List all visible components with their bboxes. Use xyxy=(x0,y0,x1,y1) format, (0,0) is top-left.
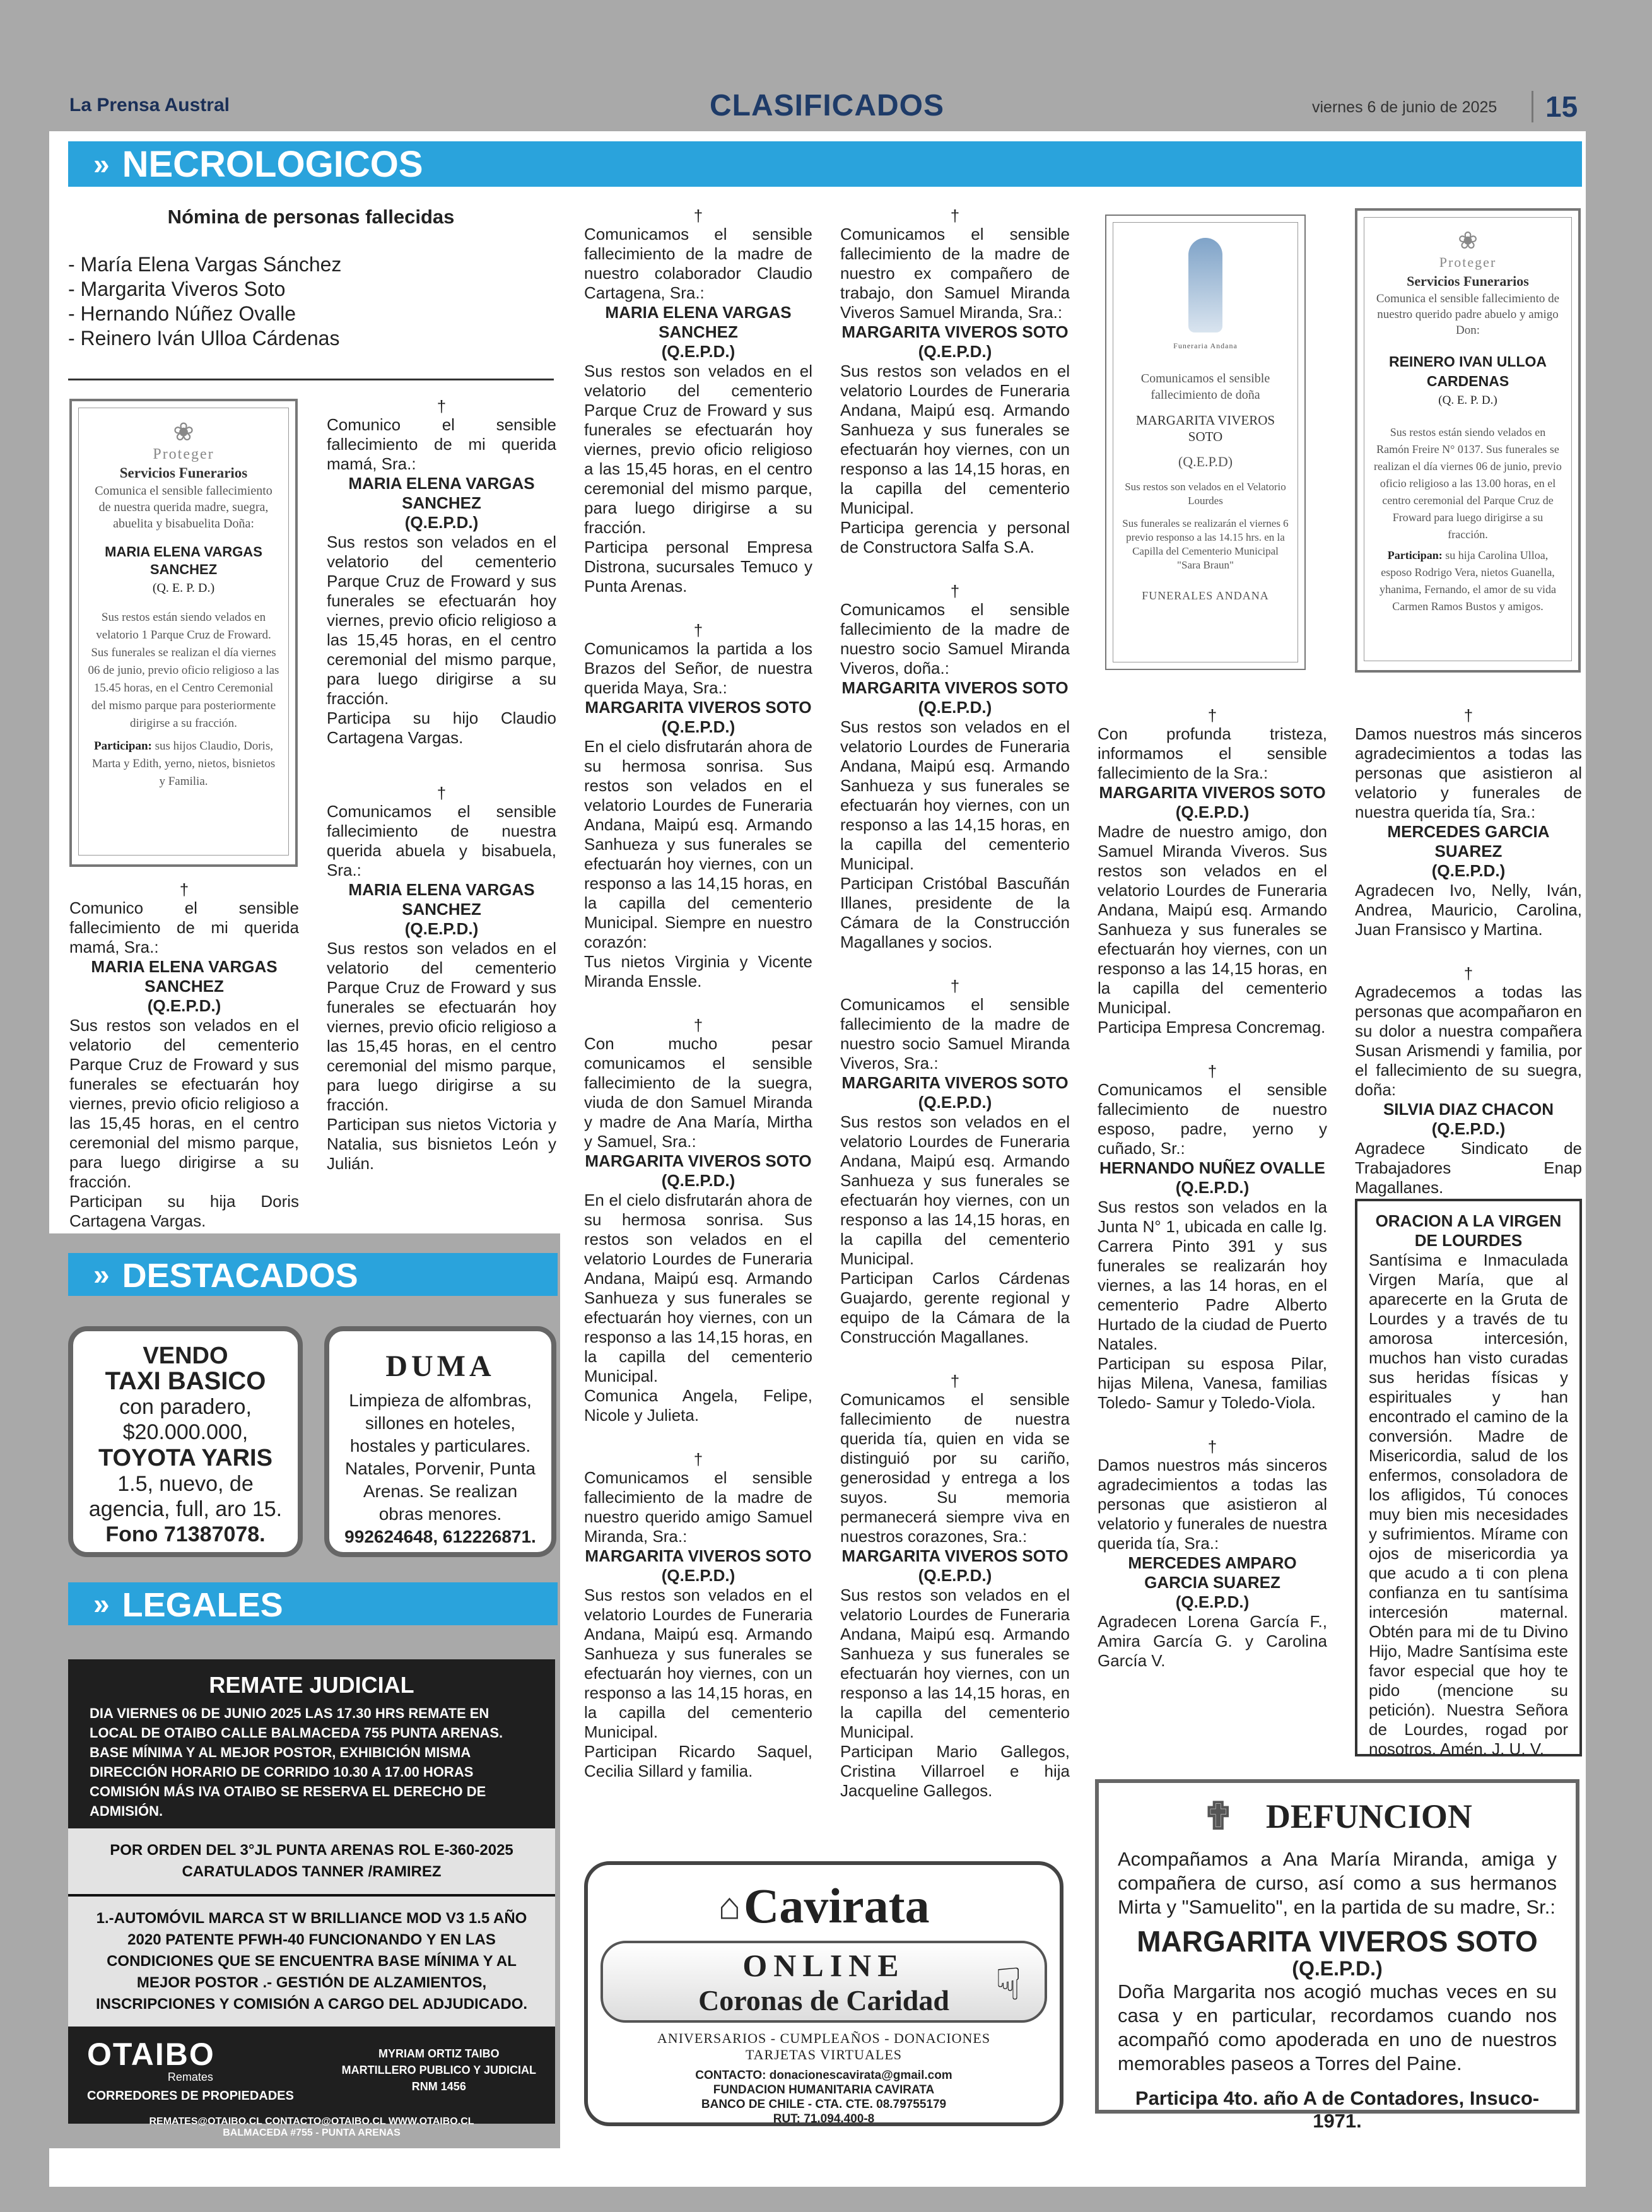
nomina-block xyxy=(68,206,554,380)
cross-icon: † xyxy=(950,206,960,225)
proteger-participan: sus hijos Claudio, Doris, Marta y Edith, yerno, nietos, bisnietos y Familia. xyxy=(91,739,276,788)
header-divider xyxy=(1532,91,1533,122)
notice-qepd: (Q.E.P.D.) xyxy=(1175,1178,1250,1197)
notice-name: MERCEDES GARCIA SUAREZ xyxy=(1387,822,1550,861)
defuncion-title: DEFUNCION xyxy=(1265,1797,1472,1835)
andana-small: Funeraria Andana xyxy=(1173,341,1238,350)
remate-body: DIA VIERNES 06 DE JUNIO 2025 LAS 17.30 HRS REMATE EN LOCAL DE OTAIBO CALLE BALMACEDA 755 PUNTA ARENAS. BASE MÍNIMA Y AL MEJOR POSTOR, EXHIBICIÓN MISMA DIRECCIÓN HORARIO DE CORRIDO 10.30 A 17.00 HORAS COMISIÓN MÁS IVA OTAIBO SE RESERVA EL DERECHO DE ADMISIÓN. xyxy=(90,1705,503,1819)
notice-intro: Comunicamos la partida a los Brazos del Señor, de nuestra querida Maya, Sra.: xyxy=(584,639,812,697)
cavirata-fundacion: FUNDACION HUMANITARIA CAVIRATA xyxy=(713,2083,935,2097)
cross-icon: † xyxy=(179,880,189,899)
cross-icon: † xyxy=(950,977,960,996)
oracion-title: ORACION A LA VIRGEN DE LOURDES xyxy=(1375,1211,1562,1250)
notice-name: MARGARITA VIVEROS SOTO xyxy=(585,698,812,717)
otaibo-direccion: BALMACEDA #755 - PUNTA ARENAS xyxy=(223,2127,401,2138)
cavirata-line1: ANIVERSARIOS - CUMPLEAÑOS - DONACIONES xyxy=(657,2030,991,2046)
proteger-body: Sus restos están siendo velados en Ramón Freire N° 0137. Sus funerales se realizan el día viernes 06 de junio, previo oficio religioso a las 13.00 horas, en el centro ceremonial del Parque Cruz de Froward para luego dirigirse a su fracción. xyxy=(1374,426,1562,541)
dove-icon: ❀ xyxy=(1458,228,1478,254)
col5 xyxy=(1098,707,1327,1671)
nomina-item: - Margarita Viveros Soto xyxy=(68,278,286,300)
nomina-rule xyxy=(68,379,554,380)
notice-qepd: (Q.E.P.D.) xyxy=(661,342,735,361)
notice-sign: Participa su hijo Claudio Cartagena Vargas. xyxy=(327,709,556,747)
proteger-participan: su hija Carolina Ulloa, esposo Rodrigo Vera, nietos Guanella, yhanima, Fernando, el amor de su vida Carmen Ramos Bustos y amigos. xyxy=(1380,549,1556,613)
notice-body: Sus restos son velados en el velatorio Lourdes de Funeraria Andana, Maipú esq. Armando Sanhueza y sus funerales se efectuarán hoy viernes, con un responso a las 14,15 horas, en la capilla del cementerio Municipal. xyxy=(584,1585,812,1741)
notice-sign: Participan sus nietos Victoria y Natalia, sus bisnietos León y Julián. xyxy=(327,1115,556,1173)
page-number: 15 xyxy=(1545,90,1578,123)
cross-icon: † xyxy=(436,397,447,416)
proteger-box-2 xyxy=(1355,208,1581,673)
taxi-line: TAXI BASICO xyxy=(105,1367,266,1395)
duma-ad xyxy=(324,1326,556,1557)
cross-icon: † xyxy=(950,582,960,601)
publication-name: La Prensa Austral xyxy=(69,95,230,115)
notice-sign: Agradece Sindicato de Trabajadores Enap Magallanes. xyxy=(1355,1139,1582,1197)
necrologicos-title: NECROLOGICOS xyxy=(122,144,423,185)
notice-body: Madre de nuestro amigo, don Samuel Miranda Viveros. Sus restos son velados en el velatorio Lourdes de Funeraria Andana, Maipú esq. Armando Sanhueza y sus funerales se efectuarán hoy viernes, con un responso a las 14,15 horas, en la capilla del cementerio Municipal. xyxy=(1098,822,1327,1017)
taxi-line: 1.5, nuevo, de xyxy=(117,1472,254,1496)
chevron-icon: » xyxy=(93,1258,110,1291)
legales-band xyxy=(68,1582,558,1625)
notice-name: MARIA ELENA VARGAS SANCHEZ xyxy=(348,474,535,512)
proteger-brand: Proteger xyxy=(1439,254,1497,270)
page-date: viernes 6 de junio de 2025 xyxy=(1312,98,1497,116)
taxi-line: TOYOTA YARIS xyxy=(98,1445,272,1471)
destacados-title: DESTACADOS xyxy=(122,1257,358,1295)
notice-qepd: (Q.E.P.D.) xyxy=(661,717,735,736)
cross-icon: † xyxy=(1207,1062,1217,1081)
taxi-line: $20.000.000, xyxy=(122,1420,249,1444)
notice-intro: Con profunda tristeza, informamos el sensible fallecimiento de la Sra.: xyxy=(1098,724,1327,782)
cross-icon: † xyxy=(1463,706,1473,725)
notice-intro: Comunicamos el sensible fallecimiento de nuestro esposo, padre, yerno y cuñado, Sr.: xyxy=(1098,1080,1327,1158)
notice-qepd: (Q.E.P.D.) xyxy=(147,996,221,1015)
notice-intro: Comunicamos el sensible fallecimiento de nuestra querida tía, quien en vida se distinguió por su cariño, generosidad y entrega a los suyos. Su memoria permanecerá siempre viva en nuestros corazones, Sra.: xyxy=(840,1390,1070,1546)
obituary-notice xyxy=(584,1450,812,1781)
cavirata-line2: TARJETAS VIRTUALES xyxy=(745,2047,903,2062)
notice-intro: Comunico el sensible fallecimiento de mi querida mamá, Sra.: xyxy=(69,898,299,956)
chevron-icon: » xyxy=(93,1587,110,1620)
notice-body: En el cielo disfrutarán ahora de su hermosa sonrisa. Sus restos son velados en el velatorio Lourdes de Funeraria Andana, Maipú esq. Armando Sanhueza y sus funerales se efectuarán hoy viernes, con un responso a las 14,15 horas, en la capilla del cementerio Municipal. Siempre en nuestro corazón: xyxy=(584,737,812,951)
notice-intro: Agradecemos a todas las personas que acompañaron en su dolor a nuestra compañera Susan Arismendi y familia, por el fallecimiento de su suegra, doña: xyxy=(1355,982,1582,1099)
proteger-box-1 xyxy=(69,399,298,867)
obituary-notice xyxy=(1355,965,1582,1197)
notice-sign: Participan Carlos Cárdenas Guajardo, gerente regional y equipo de la Cámara de la Construcción Magallanes. xyxy=(840,1269,1070,1346)
obituary-notice xyxy=(1355,707,1582,939)
andana-qepd: (Q.E.P.D) xyxy=(1178,454,1233,469)
destacados-band xyxy=(68,1253,558,1296)
notice-intro: Comunicamos el sensible fallecimiento de nuestra querida abuela y bisabuela, Sra.: xyxy=(327,802,556,880)
notice-intro: Damos nuestros más sinceros agradecimientos a todas las personas que asistieron al velatorio y funerales de nuestra querida tía, Sra.: xyxy=(1355,724,1582,821)
notice-name: MARGARITA VIVEROS SOTO xyxy=(585,1151,812,1170)
house-tree-icon: ⌂ xyxy=(718,1885,741,1927)
notice-body: Sus restos son velados en el velatorio del cementerio Parque Cruz de Froward y sus funerales se efectuarán hoy viernes, previo oficio religioso a las 15,45 horas, en el centro ceremonial del mismo parque, para luego dirigirse a su fracción. xyxy=(327,532,556,708)
notice-sign: Participan su hija Doris Cartagena Vargas. xyxy=(69,1192,299,1230)
notice-name: MARIA ELENA VARGAS SANCHEZ xyxy=(91,957,278,996)
notice-sign: Agradecen Lorena García F., Amira García G. y Carolina García V. xyxy=(1098,1612,1327,1670)
notice-qepd: (Q.E.P.D.) xyxy=(918,698,992,717)
cavirata-contacto: CONTACTO: donacionescavirata@gmail.com xyxy=(695,2069,952,2082)
defuncion-sign: Participa 4to. año A de Contadores, Insuco- 1971. xyxy=(1135,2087,1540,2132)
notice-sign: Participa personal Empresa Distrona, sucursales Temuco y Punta Arenas. xyxy=(584,538,812,596)
notice-name: MARIA ELENA VARGAS SANCHEZ xyxy=(605,303,792,341)
andana-funerales: Sus funerales se realizarán el viernes 6 previo responso a las 14.15 hrs. en la Capilla del Cementerio Municipal "Sara Braun" xyxy=(1122,517,1289,571)
notice-qepd: (Q.E.P.D.) xyxy=(404,919,479,938)
obituary-notice xyxy=(1098,1062,1327,1413)
notice-sign: Participan Mario Gallegos, Cristina Villarroel e hija Jacqueline Gallegos. xyxy=(840,1742,1070,1800)
remate-orden: POR ORDEN DEL 3°JL PUNTA ARENAS ROL E-360-2025 CARATULADOS TANNER /RAMIREZ xyxy=(68,1828,555,1894)
notice-sign: Tus nietos Virginia y Vicente Miranda Enssle. xyxy=(584,952,812,991)
obituary-notice xyxy=(1098,707,1327,1037)
notice-qepd: (Q.E.P.D.) xyxy=(918,342,992,361)
proteger-participan-label: Participan: xyxy=(1387,549,1443,562)
notice-intro: Comunicamos el sensible fallecimiento de la madre de nuestro colaborador Claudio Cartagena, Sra.: xyxy=(584,225,812,302)
proteger-name: REINERO IVAN ULLOA CARDENAS xyxy=(1388,353,1547,389)
obituary-notice xyxy=(840,1372,1070,1801)
col2 xyxy=(327,397,556,1174)
defuncion-name: MARGARITA VIVEROS SOTO xyxy=(1137,1925,1538,1958)
notice-body: Sus restos son velados en la Junta N° 1, ubicada en calle Ig. Carrera Pinto 391 y sus funerales se realizarán hoy viernes, a las 14 horas, en el cementerio Padre Alberto Hurtado de la ciudad de Puerto Natales. xyxy=(1098,1197,1327,1353)
andana-name: MARGARITA VIVEROS SOTO xyxy=(1135,413,1275,444)
nomina-item: - Hernando Núñez Ovalle xyxy=(68,302,296,325)
notice-intro: Comunicamos el sensible fallecimiento de la madre de nuestro querido amigo Samuel Miranda, Sra.: xyxy=(584,1468,812,1546)
obituary-notice xyxy=(584,207,812,596)
proteger-participan-label: Participan: xyxy=(94,739,152,753)
notice-sign: Participan Cristóbal Bascuñán Illanes, presidente de la Cámara de la Construcción Magallanes y socios. xyxy=(840,874,1070,951)
proteger-company: Servicios Funerarios xyxy=(1407,273,1529,289)
col1-notice xyxy=(69,881,299,1231)
taxi-line: con paradero, xyxy=(119,1395,252,1419)
defuncion-intro: Acompañamos a Ana María Miranda, amiga y compañera de curso, así como a sus hermanos Mirta y "Samuelito", en la partida de su madre, Sr.: xyxy=(1118,1848,1557,1918)
otaibo-corredores: CORREDORES DE PROPIEDADES xyxy=(87,2089,294,2103)
notice-body: Sus restos son velados en el velatorio Lourdes de Funeraria Andana, Maipú esq. Armando Sanhueza y sus funerales se efectuarán hoy viernes, con un responso a las 14,15 horas, en la capilla del cementerio Municipal. xyxy=(840,362,1070,517)
notice-body: Sus restos son velados en el velatorio Lourdes de Funeraria Andana, Maipú esq. Armando Sanhueza y sus funerales se efectuarán hoy viernes, con un responso a las 14,15 horas, en la capilla del cementerio Municipal. xyxy=(840,717,1070,873)
hand-pointer-icon: ☟ xyxy=(995,1960,1022,2009)
notice-sign: Comunica Angela, Felipe, Nicole y Julieta. xyxy=(584,1386,812,1425)
notice-name: MERCEDES AMPARO GARCIA SUAREZ xyxy=(1128,1553,1297,1592)
notice-qepd: (Q.E.P.D.) xyxy=(918,1566,992,1585)
obituary-notice xyxy=(1098,1438,1327,1671)
notice-qepd: (Q.E.P.D.) xyxy=(1175,1592,1250,1611)
notice-name: MARGARITA VIVEROS SOTO xyxy=(841,1546,1069,1565)
oracion-text: Santísima e Inmaculada Virgen María, que al aparecerte en la Gruta de Lourdes y a través de tu amorosa intercesión, muchos han visto curadas sus heridas físicas y espirituales y han encontrado el camino de la conversión. Madre de Misericordia, salud de los enfermos, consoladora de los afligidos, Tú conoces muy bien mis necesidades y sufrimientos. Mírame con ojos de misericordia ya que acudo a ti con plena confianza en tu santísima intercesión maternal. Obtén para mi de tu Divino Hijo, Madre Santísima este favor especial que hoy te pido (mencione su petición). Nuestra Señora de Lourdes, rogad por nosotros. Amén. J. U. V. xyxy=(1369,1250,1568,1758)
martillero-rnm: RNM 1456 xyxy=(411,2080,466,2093)
notice-body: Sus restos son velados en el velatorio Lourdes de Funeraria Andana, Maipú esq. Armando Sanhueza y sus funerales se efectuarán hoy viernes, con un responso a las 14,15 horas, en la capilla del cementerio Municipal. xyxy=(840,1585,1070,1741)
notice-name: MARGARITA VIVEROS SOTO xyxy=(841,678,1069,697)
notice-name: MARGARITA VIVEROS SOTO xyxy=(1099,783,1326,802)
notice-sign: Participan Ricardo Saquel, Cecilia Sillard y familia. xyxy=(584,1742,812,1780)
notice-body: Sus restos son velados en el velatorio del cementerio Parque Cruz de Froward y sus funerales se efectuarán hoy viernes, previo oficio religioso a las 15,45 horas, en el centro ceremonial del mismo parque, para luego dirigirse a su fracción. xyxy=(584,362,812,537)
martillero-title: MARTILLERO PUBLICO Y JUDICIAL xyxy=(341,2064,536,2076)
notice-qepd: (Q.E.P.D.) xyxy=(1431,861,1506,880)
cross-icon: † xyxy=(693,621,703,640)
cavirata-online-button[interactable] xyxy=(600,1941,1047,2023)
col6 xyxy=(1355,707,1582,1197)
obituary-notice xyxy=(584,1016,812,1425)
martillero-name: MYRIAM ORTIZ TAIBO xyxy=(378,2047,500,2060)
nomina-item: - María Elena Vargas Sánchez xyxy=(68,253,342,276)
duma-phone: 992624648, 612226871. xyxy=(344,1527,536,1546)
obituary-notice xyxy=(584,621,812,991)
notice-qepd: (Q.E.P.D.) xyxy=(1175,803,1250,821)
otaibo-contacto: REMATES@OTAIBO.CL CONTACTO@OTAIBO.CL WWW.OTAIBO.CL xyxy=(149,2116,474,2127)
proteger-intro: Comunica el sensible fallecimiento de nuestro querido padre abuelo y amigo Don: xyxy=(1376,292,1560,337)
necrologicos-band xyxy=(68,141,1582,187)
notice-intro: Comunicamos el sensible fallecimiento de la madre de nuestro socio Samuel Miranda Viveros, Sra.: xyxy=(840,995,1070,1073)
obituary-notice xyxy=(840,977,1070,1347)
notice-qepd: (Q.E.P.D.) xyxy=(918,1093,992,1112)
notice-qepd: (Q.E.P.D.) xyxy=(661,1171,735,1190)
cavirata-banco: BANCO DE CHILE - CTA. CTE. 08.79755179 xyxy=(701,2098,947,2111)
oracion-box xyxy=(1355,1199,1582,1756)
notice-body: Sus restos son velados en el velatorio del cementerio Parque Cruz de Froward y sus funerales se efectuarán hoy viernes, previo oficio religioso a las 15,45 horas, en el centro ceremonial del mismo parque, para luego dirigirse a su fracción. xyxy=(69,1016,299,1191)
cross-icon: † xyxy=(693,206,703,225)
otaibo-logo: OTAIBO xyxy=(87,2037,215,2072)
cavirata-brand: Cavirata xyxy=(744,1878,930,1933)
notice-name: HERNANDO NUÑEZ OVALLE xyxy=(1099,1158,1325,1177)
cross-icon: † xyxy=(950,1372,960,1391)
duma-title: DUMA xyxy=(385,1350,495,1383)
taxi-line: agencia, full, aro 15. xyxy=(88,1497,283,1521)
cavirata-online: ONLINE xyxy=(742,1948,905,1983)
cavirata-coronas: Coronas de Caridad xyxy=(698,1984,949,2016)
otaibo-sub: Remates xyxy=(167,2071,213,2083)
legales-title: LEGALES xyxy=(122,1586,283,1624)
proteger-body: Sus restos están siendo velados en velatorio 1 Parque Cruz de Froward. Sus funerales se realizan el día viernes 06 de junio, previo oficio religioso a las 15.45 horas, en el Centro Ceremonial del mismo parque para posteriormente dirigirse a su fracción. xyxy=(88,611,279,730)
notice-name: SILVIA DIAZ CHACON xyxy=(1383,1100,1554,1119)
cavirata-rut: RUT: 71.094.400-8 xyxy=(773,2112,875,2126)
cross-icon: † xyxy=(1207,706,1217,725)
proteger-qepd: (Q. E. P. D.) xyxy=(1438,394,1497,407)
andana-footer: FUNERALES ANDANA xyxy=(1142,589,1269,602)
defuncion-qepd: (Q.E.P.D.) xyxy=(1292,1957,1383,1980)
andana-box xyxy=(1105,215,1306,670)
cross-icon: † xyxy=(693,1450,703,1469)
obituary-notice xyxy=(840,207,1070,557)
chevron-icon: » xyxy=(93,148,110,180)
notice-name: MARIA ELENA VARGAS SANCHEZ xyxy=(348,880,535,919)
defuncion-box xyxy=(1095,1779,1579,2132)
nomina-list xyxy=(68,252,554,351)
dove-icon: ❀ xyxy=(173,418,194,446)
notice-intro: Con mucho pesar comunicamos el sensible fallecimiento de la suegra, viuda de don Samuel Miranda y madre de Ana María, Mirtha y Samuel, Sra.: xyxy=(584,1034,812,1151)
obituary-notice xyxy=(327,397,556,748)
notice-intro: Damos nuestros más sinceros agradecimientos a todas las personas que asistieron al velatorio y funerales de nuestra querida tía, Sra.: xyxy=(1098,1456,1327,1553)
col4 xyxy=(840,207,1070,1801)
obituary-notice xyxy=(327,784,556,1174)
notice-qepd: (Q.E.P.D.) xyxy=(1431,1119,1506,1138)
notice-body: En el cielo disfrutarán ahora de su hermosa sonrisa. Sus restos son velados en el velatorio Lourdes de Funeraria Andana, Maipú esq. Armando Sanhueza y sus funerales se efectuarán hoy viernes, con un responso a las 14,15 horas, en la capilla del cementerio Municipal. xyxy=(584,1191,812,1385)
notice-body: Sus restos son velados en el velatorio del cementerio Parque Cruz de Froward y sus funerales se efectuarán hoy viernes, previo oficio religioso a las 15,45 horas, en el centro ceremonial del mismo parque, para luego dirigirse a su fracción. xyxy=(327,939,556,1114)
cross-icon: † xyxy=(1463,964,1473,983)
remate-title: REMATE JUDICIAL xyxy=(209,1672,414,1698)
notice-name: MARGARITA VIVEROS SOTO xyxy=(841,322,1069,341)
proteger-name: MARIA ELENA VARGAS SANCHEZ xyxy=(105,544,262,577)
notice-intro: Comunico el sensible fallecimiento de mi querida mamá, Sra.: xyxy=(327,415,556,473)
andana-velados: Sus restos son velados en el Velatorio Lourdes xyxy=(1125,481,1286,507)
notice-qepd: (Q.E.P.D.) xyxy=(404,513,479,532)
proteger-intro: Comunica el sensible fallecimiento de nuestra querida madre, suegra, abuelita y bisabuelita Doña: xyxy=(95,484,272,531)
remate-item: 1.-AUTOMÓVIL MARCA ST W BRILLIANCE MOD V3 1.5 AÑO 2020 PATENTE PFWH-40 FUNCIONANDO Y EN LAS CONDICIONES QUE SE ENCUENTRA BASE MÍNIMA Y AL MEJOR POSTOR .- GESTIÓN DE ALZAMIENTOS, INSCRIPCIONES Y COMISIÓN A CARGO DEL ADJUDICADO. xyxy=(68,1897,555,2027)
notice-qepd: (Q.E.P.D.) xyxy=(661,1566,735,1585)
notice-body: Sus restos son velados en el velatorio Lourdes de Funeraria Andana, Maipú esq. Armando Sanhueza y sus funerales se efectuarán hoy viernes, con un responso a las 14,15 horas, en la capilla del cementerio Municipal. xyxy=(840,1112,1070,1268)
taxi-line: VENDO xyxy=(143,1343,228,1369)
notice-sign: Participa Empresa Concremag. xyxy=(1098,1018,1326,1037)
notice-intro: Comunicamos el sensible fallecimiento de la madre de nuestro socio Samuel Miranda Viveros, doña.: xyxy=(840,600,1070,678)
cross-icon: ✟ xyxy=(1202,1795,1234,1837)
section-title: CLASIFICADOS xyxy=(710,89,944,122)
taxi-ad xyxy=(68,1326,303,1557)
virgin-icon xyxy=(1188,238,1222,332)
proteger-company: Servicios Funerarios xyxy=(119,465,248,481)
notice-name: MARGARITA VIVEROS SOTO xyxy=(585,1546,812,1565)
nomina-item: - Reinero Iván Ulloa Cárdenas xyxy=(68,327,340,350)
obituary-notice xyxy=(840,582,1070,952)
proteger-brand: Proteger xyxy=(153,446,214,462)
notice-name: MARGARITA VIVEROS SOTO xyxy=(841,1073,1069,1092)
cavirata-ad xyxy=(584,1861,1063,2126)
nomina-title: Nómina de personas fallecidas xyxy=(167,206,455,228)
cross-icon: † xyxy=(1207,1437,1217,1456)
andana-intro: Comunicamos el sensible fallecimiento de doña xyxy=(1140,372,1270,402)
cross-icon: † xyxy=(693,1016,703,1035)
notice-intro: Comunicamos el sensible fallecimiento de la madre de nuestro ex compañero de trabajo, don Samuel Miranda Viveros Samuel Miranda, Sra.: xyxy=(840,225,1070,322)
notice-sign: Participan su esposa Pilar, hijas Milena, Vanesa, familias Toledo- Samur y Toledo-Viola. xyxy=(1098,1354,1327,1412)
col3 xyxy=(584,207,812,1781)
proteger-qepd: (Q. E. P. D.) xyxy=(152,581,215,595)
notice-sign: Agradecen Ivo, Nelly, Iván, Andrea, Mauricio, Carolina, Juan Fransisco y Martina. xyxy=(1355,881,1582,939)
duma-text: Limpieza de alfombras, sillones en hoteles, hostales y particulares. Natales, Porvenir, Punta Arenas. Se realizan obras menores. xyxy=(345,1391,536,1524)
notice-sign: Participa gerencia y personal de Constructora Salfa S.A. xyxy=(840,518,1070,556)
cross-icon: † xyxy=(436,784,447,803)
taxi-phone: Fono 71387078. xyxy=(105,1522,266,1546)
remate-ad xyxy=(68,1659,555,2138)
defuncion-body: Doña Margarita nos acogió muchas veces en su casa y en particular, recordamos cuando nos acompañó como apoderada en uno de nuestros memorables paseos a Torres del Paine. xyxy=(1118,1980,1557,2074)
